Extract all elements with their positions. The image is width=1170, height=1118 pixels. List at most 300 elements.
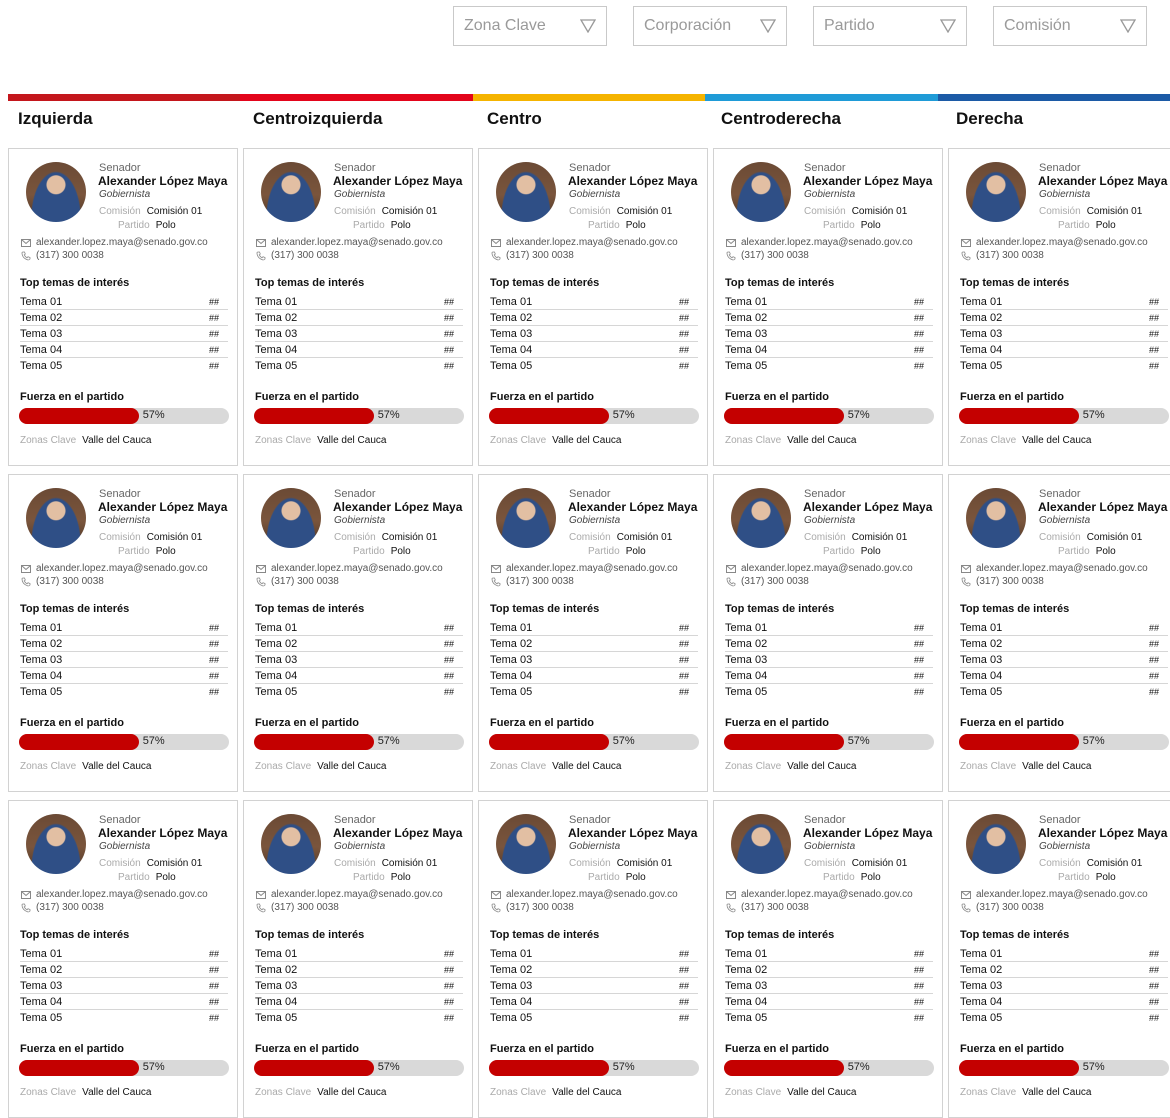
topic-label: Tema 01 bbox=[20, 296, 63, 308]
topic-row bbox=[255, 962, 463, 978]
topic-label: Tema 04 bbox=[960, 344, 1003, 356]
topic-label: Tema 03 bbox=[20, 328, 63, 340]
filter-comision[interactable] bbox=[993, 6, 1147, 46]
topic-value: ## bbox=[443, 297, 454, 307]
role-label: Senador bbox=[334, 162, 376, 174]
commission-row bbox=[1039, 206, 1142, 217]
commission-value: Comisión 01 bbox=[1086, 858, 1143, 869]
email-row[interactable] bbox=[491, 563, 678, 574]
topic-value: ## bbox=[208, 345, 219, 355]
commission-value: Comisión 01 bbox=[1086, 532, 1143, 543]
topic-row bbox=[20, 310, 228, 326]
topic-row bbox=[490, 652, 698, 668]
topic-label: Tema 02 bbox=[490, 964, 533, 976]
topic-label: Tema 02 bbox=[255, 964, 298, 976]
zone-key: Zonas Clave bbox=[490, 761, 547, 772]
email-row[interactable] bbox=[491, 889, 678, 900]
email-text: alexander.lopez.maya@senado.gov.co bbox=[271, 563, 443, 574]
topic-label: Tema 05 bbox=[20, 1012, 63, 1024]
zone-value: Valle del Cauca bbox=[317, 761, 387, 772]
strength-percent: 57% bbox=[847, 409, 870, 421]
commission-value: Comisión 01 bbox=[381, 532, 438, 543]
senator-card[interactable] bbox=[478, 148, 708, 466]
mail-icon bbox=[256, 890, 266, 900]
party-key: Partido bbox=[1058, 872, 1090, 883]
topic-value: ## bbox=[1148, 671, 1159, 681]
stripe-segment bbox=[473, 94, 705, 101]
phone-icon bbox=[961, 251, 971, 261]
senator-card[interactable] bbox=[243, 800, 473, 1118]
topic-value: ## bbox=[678, 671, 689, 681]
zone-value: Valle del Cauca bbox=[552, 761, 622, 772]
commission-key: Comisión bbox=[804, 858, 846, 869]
strength-title: Fuerza en el partido bbox=[725, 391, 829, 403]
topic-row bbox=[255, 946, 463, 962]
email-row[interactable] bbox=[21, 563, 208, 574]
topics-list bbox=[20, 294, 228, 374]
phone-row[interactable] bbox=[726, 902, 809, 913]
topics-title: Top temas de interés bbox=[255, 929, 365, 941]
senator-card[interactable] bbox=[948, 148, 1170, 466]
topics-list bbox=[725, 620, 933, 700]
topic-row bbox=[960, 1010, 1168, 1026]
topic-row bbox=[20, 358, 228, 374]
zone-key: Zonas Clave bbox=[20, 1087, 77, 1098]
senator-name: Alexander López Maya bbox=[98, 500, 228, 514]
topic-row bbox=[960, 358, 1168, 374]
topic-row bbox=[960, 294, 1168, 310]
email-row[interactable] bbox=[256, 237, 443, 248]
zone-row bbox=[725, 761, 856, 772]
topic-row bbox=[490, 994, 698, 1010]
commission-row bbox=[1039, 532, 1142, 543]
zone-key: Zonas Clave bbox=[725, 435, 782, 446]
party-value: Polo bbox=[155, 220, 176, 231]
zone-row bbox=[255, 761, 386, 772]
topics-list bbox=[490, 946, 698, 1026]
topic-label: Tema 02 bbox=[255, 638, 298, 650]
topic-label: Tema 04 bbox=[255, 996, 298, 1008]
stripe-segment bbox=[705, 94, 937, 101]
topic-label: Tema 04 bbox=[960, 996, 1003, 1008]
email-row[interactable] bbox=[21, 889, 208, 900]
strength-title: Fuerza en el partido bbox=[20, 1043, 124, 1055]
strength-bar bbox=[959, 734, 1169, 750]
phone-row[interactable] bbox=[961, 576, 1044, 587]
strength-percent: 57% bbox=[142, 409, 165, 421]
topic-label: Tema 03 bbox=[255, 328, 298, 340]
phone-row[interactable] bbox=[726, 250, 809, 261]
role-label: Senador bbox=[1039, 814, 1081, 826]
topic-value: ## bbox=[208, 1013, 219, 1023]
commission-key: Comisión bbox=[334, 858, 376, 869]
zone-value: Valle del Cauca bbox=[787, 435, 857, 446]
topic-label: Tema 03 bbox=[725, 980, 768, 992]
topic-label: Tema 04 bbox=[490, 344, 533, 356]
commission-key: Comisión bbox=[1039, 206, 1081, 217]
topic-row bbox=[255, 342, 463, 358]
topic-value: ## bbox=[913, 949, 924, 959]
strength-bar-fill bbox=[724, 1060, 844, 1076]
topic-row bbox=[960, 946, 1168, 962]
role-label: Senador bbox=[804, 488, 846, 500]
phone-icon bbox=[256, 903, 266, 913]
role-label: Senador bbox=[334, 488, 376, 500]
phone-text: (317) 300 0038 bbox=[271, 250, 339, 261]
avatar bbox=[261, 488, 321, 548]
topic-row bbox=[725, 946, 933, 962]
senator-card[interactable] bbox=[713, 800, 943, 1118]
zone-value: Valle del Cauca bbox=[1022, 1087, 1092, 1098]
party-row bbox=[118, 220, 176, 231]
topics-list bbox=[960, 620, 1168, 700]
zone-key: Zonas Clave bbox=[20, 761, 77, 772]
topic-row bbox=[20, 684, 228, 700]
topic-row bbox=[255, 620, 463, 636]
commission-row bbox=[99, 858, 202, 869]
email-row[interactable] bbox=[961, 237, 1148, 248]
commission-key: Comisión bbox=[99, 532, 141, 543]
strength-percent: 57% bbox=[377, 409, 400, 421]
topics-title: Top temas de interés bbox=[960, 277, 1070, 289]
topic-row bbox=[725, 342, 933, 358]
topic-row bbox=[725, 294, 933, 310]
topic-value: ## bbox=[913, 313, 924, 323]
strength-bar bbox=[959, 1060, 1169, 1076]
topic-label: Tema 04 bbox=[490, 996, 533, 1008]
zone-value: Valle del Cauca bbox=[1022, 761, 1092, 772]
topics-list bbox=[490, 294, 698, 374]
senator-card[interactable] bbox=[243, 148, 473, 466]
column-heading: Centro bbox=[487, 109, 542, 128]
topic-row bbox=[960, 310, 1168, 326]
topic-label: Tema 01 bbox=[255, 948, 298, 960]
topics-title: Top temas de interés bbox=[20, 277, 130, 289]
phone-row[interactable] bbox=[491, 250, 574, 261]
senator-card[interactable] bbox=[713, 148, 943, 466]
role-label: Senador bbox=[334, 814, 376, 826]
topic-value: ## bbox=[913, 1013, 924, 1023]
commission-value: Comisión 01 bbox=[851, 858, 908, 869]
topic-row bbox=[725, 994, 933, 1010]
email-row[interactable] bbox=[961, 563, 1148, 574]
topic-value: ## bbox=[1148, 329, 1159, 339]
topic-value: ## bbox=[443, 655, 454, 665]
senator-card[interactable] bbox=[713, 474, 943, 792]
topic-row bbox=[960, 962, 1168, 978]
filter-partido[interactable] bbox=[813, 6, 967, 46]
topic-value: ## bbox=[208, 297, 219, 307]
senator-card[interactable] bbox=[478, 800, 708, 1118]
mail-icon bbox=[21, 564, 31, 574]
topic-label: Tema 01 bbox=[490, 948, 533, 960]
senator-card[interactable] bbox=[8, 148, 238, 466]
filter-bar bbox=[453, 6, 1147, 46]
mail-icon bbox=[961, 238, 971, 248]
column-heading: Centroderecha bbox=[721, 109, 841, 128]
zone-key: Zonas Clave bbox=[960, 435, 1017, 446]
phone-icon bbox=[491, 903, 501, 913]
topic-label: Tema 05 bbox=[490, 686, 533, 698]
commission-value: Comisión 01 bbox=[851, 206, 908, 217]
mail-icon bbox=[21, 238, 31, 248]
alignment-tag: Gobiernista bbox=[99, 515, 151, 526]
topic-value: ## bbox=[913, 981, 924, 991]
alignment-tag: Gobiernista bbox=[1039, 515, 1091, 526]
avatar bbox=[966, 814, 1026, 874]
topic-label: Tema 05 bbox=[20, 686, 63, 698]
phone-text: (317) 300 0038 bbox=[271, 902, 339, 913]
topic-value: ## bbox=[678, 655, 689, 665]
topic-value: ## bbox=[913, 997, 924, 1007]
topic-label: Tema 05 bbox=[725, 686, 768, 698]
topic-value: ## bbox=[1148, 687, 1159, 697]
party-row bbox=[588, 872, 646, 883]
topic-row bbox=[490, 636, 698, 652]
topic-value: ## bbox=[208, 639, 219, 649]
topic-row bbox=[255, 310, 463, 326]
zone-row bbox=[255, 1087, 386, 1098]
topic-label: Tema 02 bbox=[725, 964, 768, 976]
party-row bbox=[353, 872, 411, 883]
topic-label: Tema 01 bbox=[725, 296, 768, 308]
email-text: alexander.lopez.maya@senado.gov.co bbox=[506, 563, 678, 574]
party-key: Partido bbox=[353, 220, 385, 231]
topic-row bbox=[725, 668, 933, 684]
strength-bar bbox=[19, 408, 229, 424]
topic-value: ## bbox=[678, 329, 689, 339]
commission-key: Comisión bbox=[334, 532, 376, 543]
party-row bbox=[1058, 220, 1116, 231]
chevron-down-icon bbox=[940, 19, 956, 33]
topic-row bbox=[490, 668, 698, 684]
email-row[interactable] bbox=[491, 237, 678, 248]
party-value: Polo bbox=[860, 872, 881, 883]
topic-value: ## bbox=[913, 623, 924, 633]
party-key: Partido bbox=[1058, 220, 1090, 231]
topics-title: Top temas de interés bbox=[960, 603, 1070, 615]
filter-corporacion[interactable] bbox=[633, 6, 787, 46]
topic-label: Tema 01 bbox=[960, 948, 1003, 960]
column-heading: Derecha bbox=[956, 109, 1024, 128]
topic-row bbox=[725, 310, 933, 326]
phone-row[interactable] bbox=[961, 902, 1044, 913]
topic-row bbox=[490, 326, 698, 342]
strength-bar bbox=[489, 1060, 699, 1076]
filter-zona-clave[interactable] bbox=[453, 6, 607, 46]
topic-label: Tema 05 bbox=[960, 1012, 1003, 1024]
phone-icon bbox=[726, 251, 736, 261]
topic-row bbox=[960, 668, 1168, 684]
topics-title: Top temas de interés bbox=[725, 929, 835, 941]
senator-card[interactable] bbox=[8, 800, 238, 1118]
alignment-tag: Gobiernista bbox=[334, 841, 386, 852]
email-row[interactable] bbox=[256, 563, 443, 574]
strength-bar-fill bbox=[724, 408, 844, 424]
party-row bbox=[588, 220, 646, 231]
topic-value: ## bbox=[913, 297, 924, 307]
phone-row[interactable] bbox=[21, 576, 104, 587]
topic-row bbox=[20, 636, 228, 652]
topic-value: ## bbox=[678, 1013, 689, 1023]
topic-row bbox=[490, 358, 698, 374]
topic-value: ## bbox=[678, 949, 689, 959]
column-heading: Izquierda bbox=[18, 109, 93, 128]
filter-label: Partido bbox=[824, 17, 875, 34]
topic-label: Tema 04 bbox=[725, 670, 768, 682]
strength-title: Fuerza en el partido bbox=[960, 1043, 1064, 1055]
topic-label: Tema 02 bbox=[20, 638, 63, 650]
strength-bar-fill bbox=[254, 408, 374, 424]
topic-value: ## bbox=[913, 965, 924, 975]
phone-row[interactable] bbox=[491, 902, 574, 913]
senator-name: Alexander López Maya bbox=[568, 174, 698, 188]
senator-name: Alexander López Maya bbox=[1038, 174, 1168, 188]
topic-row bbox=[255, 652, 463, 668]
avatar bbox=[496, 162, 556, 222]
topic-value: ## bbox=[443, 345, 454, 355]
phone-row[interactable] bbox=[961, 250, 1044, 261]
zone-key: Zonas Clave bbox=[255, 435, 312, 446]
zone-row bbox=[490, 435, 621, 446]
topic-label: Tema 05 bbox=[725, 1012, 768, 1024]
zone-row bbox=[490, 1087, 621, 1098]
phone-row[interactable] bbox=[256, 902, 339, 913]
zone-row bbox=[960, 1087, 1091, 1098]
commission-value: Comisión 01 bbox=[381, 858, 438, 869]
topic-label: Tema 03 bbox=[255, 980, 298, 992]
zone-row bbox=[725, 435, 856, 446]
avatar bbox=[731, 814, 791, 874]
phone-row[interactable] bbox=[21, 250, 104, 261]
email-text: alexander.lopez.maya@senado.gov.co bbox=[976, 889, 1148, 900]
topic-value: ## bbox=[208, 997, 219, 1007]
zone-row bbox=[960, 435, 1091, 446]
senator-name: Alexander López Maya bbox=[803, 826, 933, 840]
strength-bar bbox=[254, 408, 464, 424]
email-text: alexander.lopez.maya@senado.gov.co bbox=[741, 563, 913, 574]
strength-bar-fill bbox=[254, 734, 374, 750]
topic-label: Tema 04 bbox=[255, 670, 298, 682]
topic-value: ## bbox=[1148, 949, 1159, 959]
strength-bar bbox=[19, 1060, 229, 1076]
topic-value: ## bbox=[208, 687, 219, 697]
commission-key: Comisión bbox=[1039, 532, 1081, 543]
topics-title: Top temas de interés bbox=[960, 929, 1070, 941]
party-row bbox=[823, 220, 881, 231]
commission-row bbox=[804, 858, 907, 869]
topic-row bbox=[490, 310, 698, 326]
party-value: Polo bbox=[1095, 220, 1116, 231]
zone-row bbox=[725, 1087, 856, 1098]
senator-name: Alexander López Maya bbox=[1038, 826, 1168, 840]
topic-value: ## bbox=[1148, 1013, 1159, 1023]
topic-value: ## bbox=[913, 687, 924, 697]
phone-row[interactable] bbox=[726, 576, 809, 587]
strength-bar-fill bbox=[959, 734, 1079, 750]
topic-value: ## bbox=[1148, 997, 1159, 1007]
phone-row[interactable] bbox=[256, 250, 339, 261]
mail-icon bbox=[961, 564, 971, 574]
strength-title: Fuerza en el partido bbox=[20, 717, 124, 729]
party-row bbox=[1058, 872, 1116, 883]
zone-key: Zonas Clave bbox=[255, 761, 312, 772]
phone-row[interactable] bbox=[21, 902, 104, 913]
phone-row[interactable] bbox=[491, 576, 574, 587]
strength-bar-fill bbox=[19, 734, 139, 750]
topic-label: Tema 02 bbox=[725, 638, 768, 650]
strength-percent: 57% bbox=[377, 735, 400, 747]
topic-value: ## bbox=[443, 623, 454, 633]
topic-label: Tema 04 bbox=[725, 996, 768, 1008]
email-row[interactable] bbox=[961, 889, 1148, 900]
topics-list bbox=[490, 620, 698, 700]
topic-value: ## bbox=[443, 639, 454, 649]
email-row[interactable] bbox=[726, 889, 913, 900]
email-row[interactable] bbox=[21, 237, 208, 248]
topic-row bbox=[490, 946, 698, 962]
topic-row bbox=[20, 294, 228, 310]
topic-value: ## bbox=[208, 965, 219, 975]
mail-icon bbox=[726, 238, 736, 248]
email-row[interactable] bbox=[726, 563, 913, 574]
topics-list bbox=[725, 946, 933, 1026]
phone-text: (317) 300 0038 bbox=[741, 902, 809, 913]
phone-icon bbox=[726, 903, 736, 913]
topic-label: Tema 01 bbox=[255, 622, 298, 634]
phone-row[interactable] bbox=[256, 576, 339, 587]
topic-row bbox=[255, 668, 463, 684]
senator-name: Alexander López Maya bbox=[333, 826, 463, 840]
email-row[interactable] bbox=[726, 237, 913, 248]
party-key: Partido bbox=[588, 220, 620, 231]
topics-title: Top temas de interés bbox=[490, 603, 600, 615]
senator-card[interactable] bbox=[8, 474, 238, 792]
stripe-segment bbox=[240, 94, 472, 101]
strength-bar-fill bbox=[254, 1060, 374, 1076]
senator-name: Alexander López Maya bbox=[803, 500, 933, 514]
topic-label: Tema 01 bbox=[20, 948, 63, 960]
strength-title: Fuerza en el partido bbox=[490, 391, 594, 403]
senator-card[interactable] bbox=[948, 800, 1170, 1118]
party-row bbox=[353, 220, 411, 231]
topic-value: ## bbox=[443, 997, 454, 1007]
phone-text: (317) 300 0038 bbox=[741, 250, 809, 261]
strength-title: Fuerza en el partido bbox=[490, 717, 594, 729]
party-row bbox=[353, 546, 411, 557]
topic-label: Tema 05 bbox=[960, 686, 1003, 698]
email-row[interactable] bbox=[256, 889, 443, 900]
senator-card[interactable] bbox=[243, 474, 473, 792]
topic-row bbox=[20, 1010, 228, 1026]
topic-label: Tema 04 bbox=[255, 344, 298, 356]
topic-label: Tema 03 bbox=[960, 328, 1003, 340]
topic-row bbox=[725, 652, 933, 668]
topic-row bbox=[255, 1010, 463, 1026]
senator-card[interactable] bbox=[478, 474, 708, 792]
phone-text: (317) 300 0038 bbox=[36, 576, 104, 587]
strength-title: Fuerza en el partido bbox=[725, 717, 829, 729]
senator-card[interactable] bbox=[948, 474, 1170, 792]
topic-label: Tema 05 bbox=[490, 360, 533, 372]
phone-icon bbox=[21, 903, 31, 913]
topic-row bbox=[20, 668, 228, 684]
zone-value: Valle del Cauca bbox=[82, 435, 152, 446]
topic-row bbox=[20, 652, 228, 668]
mail-icon bbox=[726, 564, 736, 574]
role-label: Senador bbox=[99, 162, 141, 174]
commission-row bbox=[334, 206, 437, 217]
